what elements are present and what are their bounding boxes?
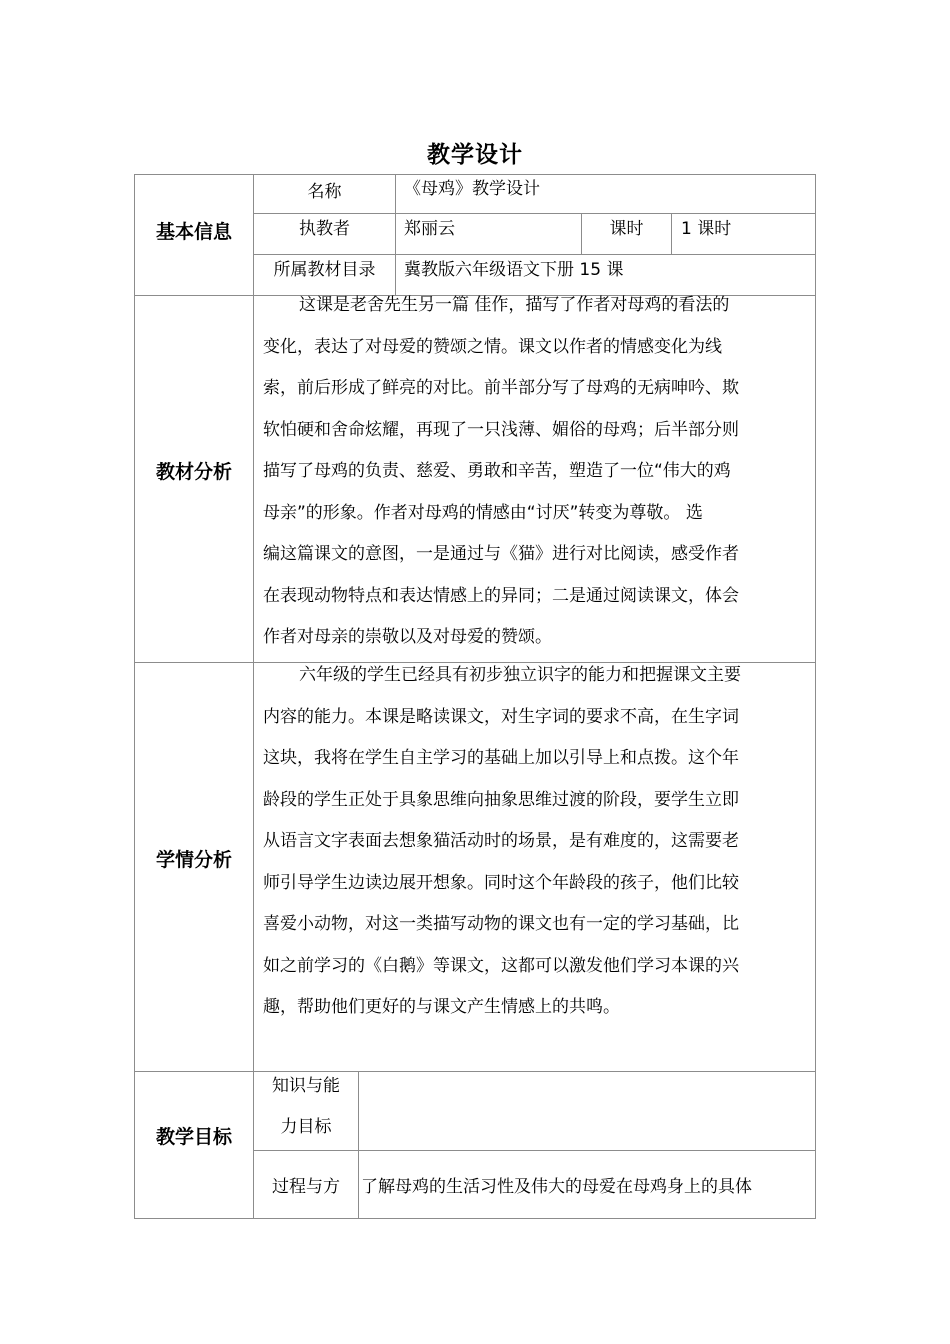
paragraph-line: 变化，表达了对母爱的赞颂之情。课文以作者的情感变化为线 (263, 336, 722, 357)
table-border (253, 174, 254, 1219)
name-label: 名称 (307, 182, 342, 202)
table-border (134, 174, 135, 1219)
paragraph-line: 这块，我将在学生自主学习的基础上加以引导上和点拨。这个年 (263, 748, 739, 768)
knowledge-goal-label-line2: 力目标 (280, 1117, 332, 1137)
knowledge-goal-label-line1: 知识与能 (272, 1076, 340, 1096)
teaching-goals-label: 教学目标 (155, 1126, 232, 1148)
table-border (395, 174, 396, 296)
paragraph-line: 内容的能力。本课是略读课文，对生字词的要求不高，在生字词 (263, 706, 739, 727)
page-title: 教学设计 (427, 142, 523, 168)
paragraph-line: 六年级的学生已经具有初步独立识字的能力和把握课文主要 (299, 665, 741, 685)
table-border (134, 174, 816, 175)
student-analysis-text (263, 655, 741, 1029)
material-analysis-text (263, 285, 739, 659)
author-value: 郑丽云 (404, 219, 455, 239)
period-value: 1 课时 (681, 219, 732, 239)
paragraph-line: 母亲”的形象。作者对母鸡的情感由“讨厌”转变为尊敬。 选 (263, 502, 703, 523)
process-goal-value: 了解母鸡的生活习性及伟大的母爱在母鸡身上的具体 (361, 1177, 752, 1197)
paragraph-line: 从语言文字表面去想象猫活动时的场景，是有难度的，这需要老 (263, 831, 739, 851)
material-analysis-label: 教材分析 (155, 461, 232, 483)
paragraph-line: 如之前学习的《白鹅》等课文，这都可以激发他们学习本课的兴 (263, 955, 739, 976)
period-label: 课时 (609, 219, 644, 239)
table-border (253, 213, 816, 214)
textbook-value: 冀教版六年级语文下册 15 课 (404, 260, 624, 280)
author-label: 执教者 (299, 219, 350, 239)
table-border (253, 1150, 816, 1151)
paragraph-line: 索，前后形成了鲜亮的对比。前半部分写了母鸡的无病呻吟、欺 (263, 378, 739, 398)
table-border (358, 1071, 359, 1219)
table-border (253, 254, 816, 255)
paragraph-line: 在表现动物特点和表达情感上的异同；二是通过阅读课文，体会 (263, 585, 739, 606)
paragraph-line: 师引导学生边读边展开想象。同时这个年龄段的孩子，他们比较 (263, 872, 739, 893)
paragraph-line: 编这篇课文的意图，一是通过与《猫》进行对比阅读，感受作者 (263, 544, 739, 564)
table-border (671, 213, 672, 255)
paragraph-line: 这课是老舍先生另一篇 佳作，描写了作者对母鸡的看法的 (299, 295, 730, 315)
paragraph-line: 软怕硬和舍命炫耀，再现了一只浅薄、媚俗的母鸡；后半部分则 (263, 419, 739, 440)
table-border (815, 174, 816, 1219)
paragraph-line: 趣，帮助他们更好的与课文产生情感上的共鸣。 (263, 997, 620, 1017)
process-goal-label: 过程与方 (272, 1177, 340, 1197)
paragraph-line: 作者对母亲的崇敬以及对母爱的赞颂。 (263, 627, 552, 647)
textbook-label: 所属教材目录 (273, 260, 376, 280)
student-analysis-label: 学情分析 (155, 849, 232, 871)
basic-info-label: 基本信息 (155, 221, 232, 243)
name-value: 《母鸡》教学设计 (404, 179, 540, 199)
table-border (134, 1218, 816, 1219)
paragraph-line: 喜爱小动物，对这一类描写动物的课文也有一定的学习基础，比 (263, 914, 739, 934)
paragraph-line: 描写了母鸡的负责、慈爱、勇敢和辛苦，塑造了一位“伟大的鸡 (263, 461, 731, 481)
table-border (134, 1071, 816, 1072)
paragraph-line: 龄段的学生正处于具象思维向抽象思维过渡的阶段，要学生立即 (263, 789, 739, 810)
